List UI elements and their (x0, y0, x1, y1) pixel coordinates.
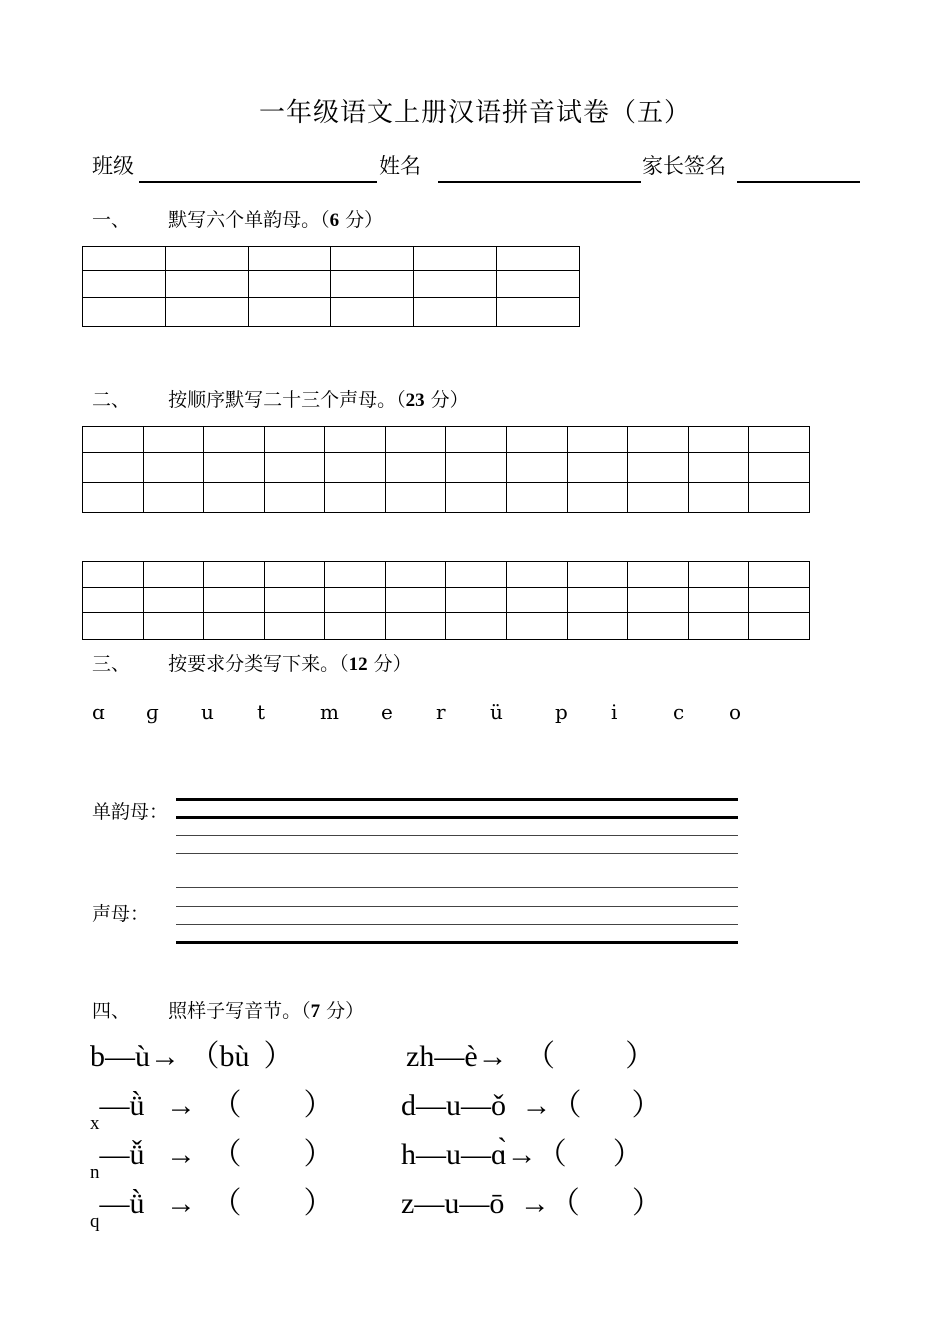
grid-cell[interactable] (248, 271, 331, 298)
section-4-suffix: 分） (326, 1000, 365, 1022)
letter-item: ü (490, 700, 503, 724)
grid-cell[interactable] (331, 271, 414, 298)
section-2-suffix: 分） (430, 389, 469, 411)
grid-cell[interactable] (325, 483, 386, 513)
grid-cell[interactable] (628, 427, 689, 453)
parent-signature-label: 家长签名 (642, 154, 726, 178)
finals-line-1[interactable] (176, 798, 738, 801)
grid-cell[interactable] (264, 427, 325, 453)
grid-cell[interactable] (446, 427, 507, 453)
section-3-number: 三、 (92, 653, 131, 675)
section-4-number: 四、 (92, 1000, 131, 1022)
grid-cell[interactable] (83, 562, 144, 588)
grid-cell[interactable] (414, 298, 497, 327)
grid-cell[interactable] (628, 588, 689, 613)
letter-item: r (436, 700, 446, 724)
section-4-score: 7 (310, 1001, 321, 1022)
letter-item: c (673, 700, 685, 724)
grid-cell[interactable] (325, 588, 386, 613)
syllable-row-3-left: $_n$—ǚ → （ ） (90, 1138, 334, 1183)
letter-item: u (201, 700, 214, 724)
syllable-row-4-left: $_q$—ǜ → （ ） (90, 1187, 334, 1232)
syllable-row-2-left: $_x$—ǜ → （ ） (90, 1089, 334, 1134)
syllable-row-4-right: z—u—ō →（ ） (401, 1187, 662, 1220)
initials-line-2[interactable] (176, 906, 738, 907)
section-1-suffix: 分） (345, 209, 384, 231)
grid-cell[interactable] (628, 562, 689, 588)
grid-cell[interactable] (567, 483, 628, 513)
grid-cell[interactable] (497, 271, 580, 298)
syllable-row-1-right: zh—è→ （ ） (406, 1040, 656, 1073)
grid-cell[interactable] (628, 613, 689, 640)
syllable-example-left: b—ù→ （bù ） (90, 1040, 294, 1073)
page-title: 一年级语文上册汉语拼音试卷（五） (258, 98, 691, 128)
section-1-number: 一、 (92, 209, 131, 231)
grid-cell[interactable] (83, 271, 166, 298)
grid-cell[interactable] (688, 588, 749, 613)
finals-label: 单韵母： (92, 801, 169, 823)
grid-cell[interactable] (749, 562, 810, 588)
grid-cell[interactable] (83, 247, 166, 271)
grid-cell[interactable] (688, 427, 749, 453)
grid-cell[interactable] (204, 588, 265, 613)
grid-cell[interactable] (83, 453, 144, 483)
grid-cell[interactable] (264, 613, 325, 640)
grid-cell[interactable] (414, 271, 497, 298)
grid-cell[interactable] (567, 427, 628, 453)
initials-writing-grid-1[interactable] (82, 426, 810, 513)
grid-cell[interactable] (628, 483, 689, 513)
grid-cell[interactable] (749, 588, 810, 613)
letter-item: i (611, 700, 618, 724)
grid-cell[interactable] (325, 613, 386, 640)
letter-item: p (555, 700, 568, 724)
letter-item: t (257, 700, 266, 724)
grid-cell[interactable] (567, 453, 628, 483)
grid-cell[interactable] (204, 453, 265, 483)
grid-cell[interactable] (385, 613, 446, 640)
grid-cell[interactable] (325, 562, 386, 588)
section-3-text: 按要求分类写下来。（ (168, 653, 349, 675)
grid-cell[interactable] (331, 298, 414, 327)
grid-cell[interactable] (264, 483, 325, 513)
name-blank[interactable] (438, 181, 641, 183)
grid-cell[interactable] (385, 562, 446, 588)
syllable-example-answer: bù (219, 1040, 250, 1073)
grid-cell[interactable] (749, 427, 810, 453)
grid-cell[interactable] (143, 427, 204, 453)
grid-cell[interactable] (507, 613, 568, 640)
grid-cell[interactable] (628, 453, 689, 483)
section-1-heading (92, 205, 383, 232)
grid-cell[interactable] (264, 453, 325, 483)
letter-item: m (320, 700, 339, 724)
grid-cell[interactable] (688, 453, 749, 483)
grid-cell[interactable] (567, 613, 628, 640)
grid-cell[interactable] (248, 247, 331, 271)
grid-cell[interactable] (749, 483, 810, 513)
grid-cell[interactable] (507, 562, 568, 588)
grid-cell[interactable] (688, 483, 749, 513)
section-1-text: 默写六个单韵母。（ (168, 209, 330, 231)
initials-line-1[interactable] (176, 887, 738, 888)
section-3-score: 12 (348, 654, 368, 675)
letter-item: ɡ (146, 700, 159, 724)
section-2-score: 23 (405, 390, 425, 411)
name-label: 姓名 (379, 154, 421, 178)
grid-cell[interactable] (414, 247, 497, 271)
section-2-heading (92, 385, 469, 412)
grid-cell[interactable] (325, 453, 386, 483)
syllable-row-2-right: d—u—ǒ →（ ） (401, 1089, 662, 1122)
grid-cell[interactable] (446, 588, 507, 613)
grid-cell[interactable] (688, 613, 749, 640)
grid-cell[interactable] (331, 247, 414, 271)
grid-cell[interactable] (83, 483, 144, 513)
grid-cell[interactable] (507, 588, 568, 613)
grid-cell[interactable] (749, 453, 810, 483)
grid-cell[interactable] (83, 613, 144, 640)
grid-cell[interactable] (165, 298, 248, 327)
section-2-number: 二、 (92, 389, 131, 411)
grid-cell[interactable] (385, 427, 446, 453)
section-3-suffix: 分） (373, 653, 412, 675)
grid-cell[interactable] (143, 562, 204, 588)
grid-cell[interactable] (143, 588, 204, 613)
initials-line-3[interactable] (176, 924, 738, 925)
grid-cell[interactable] (688, 562, 749, 588)
grid-cell[interactable] (264, 588, 325, 613)
grid-cell[interactable] (165, 271, 248, 298)
grid-cell[interactable] (143, 453, 204, 483)
section-3-heading (92, 649, 412, 676)
grid-cell[interactable] (83, 427, 144, 453)
grid-cell[interactable] (567, 588, 628, 613)
letter-list (0, 700, 950, 730)
initials-label: 声母： (92, 903, 150, 925)
grid-cell[interactable] (143, 613, 204, 640)
section-4-heading (92, 996, 364, 1023)
finals-line-3[interactable] (176, 835, 738, 836)
letter-item: ɑ (92, 700, 105, 724)
grid-cell[interactable] (749, 613, 810, 640)
grid-cell[interactable] (165, 247, 248, 271)
initials-writing-grid-2[interactable] (82, 561, 810, 640)
grid-cell[interactable] (83, 588, 144, 613)
grid-cell[interactable] (385, 453, 446, 483)
grid-cell[interactable] (204, 562, 265, 588)
grid-cell[interactable] (507, 483, 568, 513)
class-blank[interactable] (139, 181, 377, 183)
section-2-text: 按顺序默写二十三个声母。（ (168, 389, 406, 411)
initials-line-4[interactable] (176, 941, 738, 944)
finals-line-4[interactable] (176, 853, 738, 854)
grid-cell[interactable] (385, 588, 446, 613)
grid-cell[interactable] (446, 613, 507, 640)
vowel-writing-grid[interactable] (82, 246, 580, 327)
syllable-row-3-right: h—u—ɑ̀→（ ） (401, 1138, 643, 1171)
grid-cell[interactable] (248, 298, 331, 327)
grid-cell[interactable] (567, 562, 628, 588)
grid-cell[interactable] (325, 427, 386, 453)
grid-cell[interactable] (385, 483, 446, 513)
grid-cell[interactable] (143, 483, 204, 513)
letter-item: e (381, 700, 393, 724)
section-4-text: 照样子写音节。（ (168, 1000, 311, 1022)
grid-cell[interactable] (204, 427, 265, 453)
grid-cell[interactable] (507, 453, 568, 483)
class-label: 班级 (92, 154, 134, 178)
grid-cell[interactable] (507, 427, 568, 453)
grid-cell[interactable] (204, 613, 265, 640)
finals-line-2[interactable] (176, 816, 738, 819)
grid-cell[interactable] (264, 562, 325, 588)
letter-item: o (729, 700, 742, 724)
grid-cell[interactable] (497, 247, 580, 271)
grid-cell[interactable] (83, 298, 166, 327)
grid-cell[interactable] (497, 298, 580, 327)
grid-cell[interactable] (446, 483, 507, 513)
section-1-score: 6 (329, 210, 340, 231)
grid-cell[interactable] (204, 483, 265, 513)
grid-cell[interactable] (446, 562, 507, 588)
grid-cell[interactable] (446, 453, 507, 483)
parent-signature-blank[interactable] (737, 181, 860, 183)
